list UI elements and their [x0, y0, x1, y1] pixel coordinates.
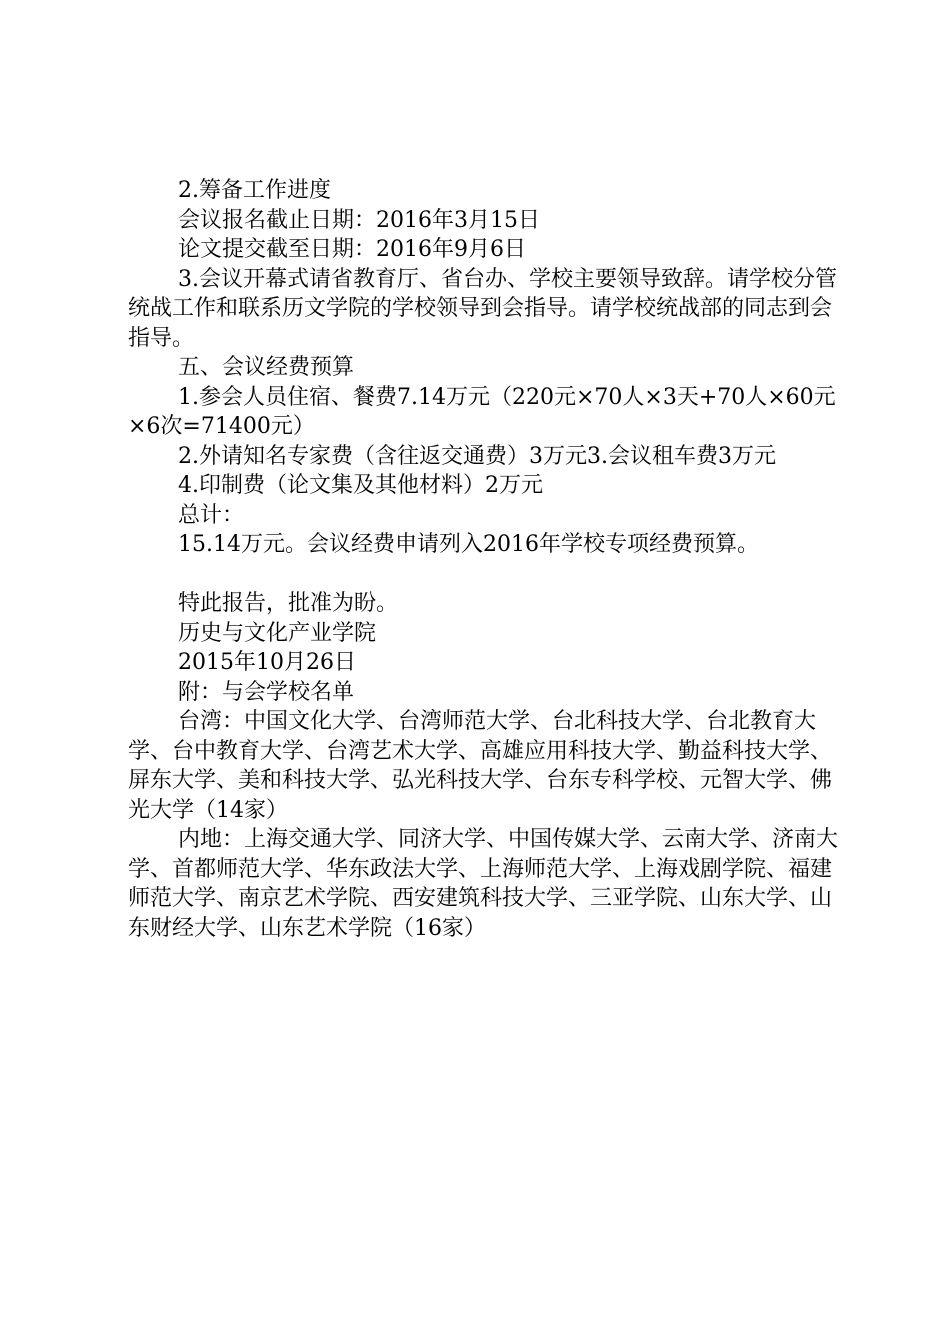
paragraph-paper-deadline: 论文提交截至日期：2016年9月6日	[178, 237, 526, 262]
document-body	[128, 176, 840, 943]
paragraph-progress-heading: 2.筹备工作进度	[178, 178, 331, 203]
paragraph-budget-lodging: 1.参会人员住宿、餐费7.14万元（220元×70人×3天+70人×60元×6次=71400元）	[128, 384, 836, 439]
paragraph-total-label: 总计：	[178, 502, 245, 528]
paragraph-budget-experts-car: 2.外请知名专家费（含往返交通费）3万元3.会议租车费3万元	[178, 443, 776, 469]
paragraph-total-amount: 15.14万元。会议经费申请列入2016年学校专项经费预算。	[178, 532, 759, 557]
paragraph-request-approval: 特此报告，批准为盼。	[178, 591, 399, 616]
paragraph-mainland-schools: 内地：上海交通大学、同济大学、中国传媒大学、云南大学、济南大学、首都师范大学、华东政法大学、上海师范大学、上海戏剧学院、福建师范大学、南京艺术学院、西安建筑科技大学、三亚学院、山东大学、山东财经大学、山东艺术学院（16家）	[128, 827, 839, 941]
paragraph-signature-org: 历史与文化产业学院	[178, 620, 377, 646]
paragraph-signature-date: 2015年10月26日	[178, 650, 356, 675]
paragraph-taiwan-schools: 台湾：中国文化大学、台湾师范大学、台北科技大学、台北教育大学、台中教育大学、台湾艺术大学、高雄应用科技大学、勤益科技大学、屏东大学、美和科技大学、弘光科技大学、台东专科学校、元智大学、佛光大学（14家）	[128, 709, 833, 823]
paragraph-budget-heading: 五、会议经费预算	[178, 355, 355, 380]
paragraph-budget-printing: 4.印制费（论文集及其他材料）2万元	[178, 473, 543, 498]
paragraph-registration-deadline: 会议报名截止日期：2016年3月15日	[178, 207, 540, 233]
blank-line	[128, 560, 840, 590]
paragraph-opening-ceremony: 3.会议开幕式请省教育厅、省台办、学校主要领导致辞。请学校分管统战工作和联系历文学院的学校领导到会指导。请学校统战部的同志到会指导。	[128, 266, 837, 351]
paragraph-appendix-title: 附：与会学校名单	[178, 679, 355, 705]
